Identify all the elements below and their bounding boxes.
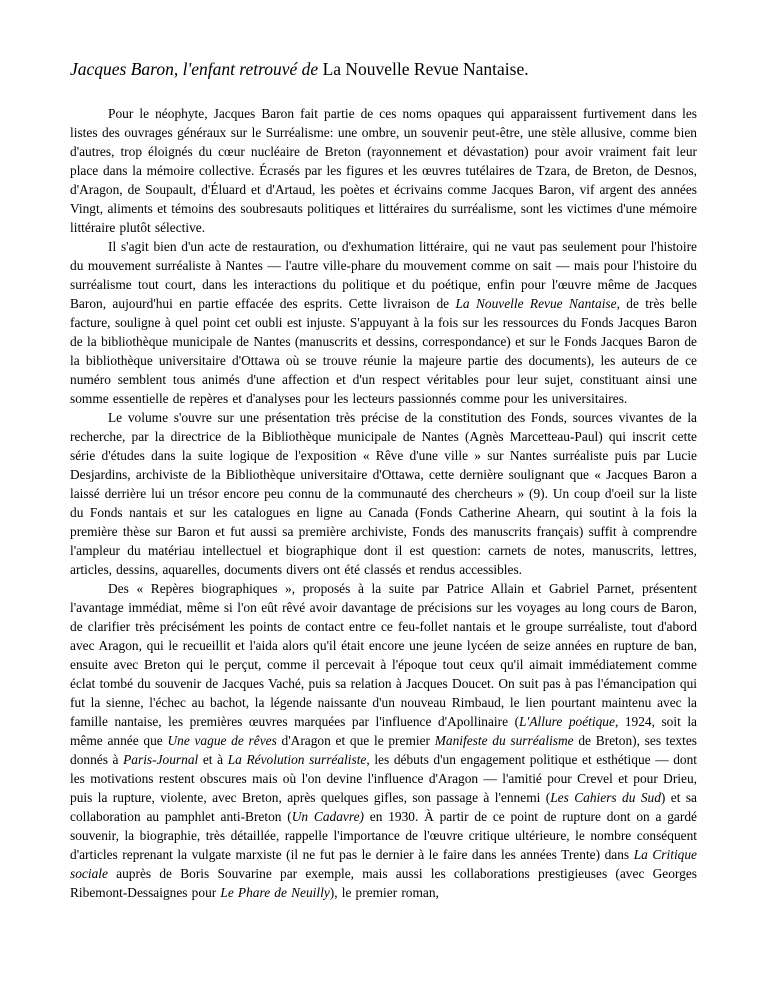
work-title-italic: L'Allure poétique <box>519 714 615 729</box>
text-run: d'Aragon et que le premier <box>276 733 435 748</box>
text-run: Pour le néophyte, Jacques Baron fait partie de ces noms opaques qui apparaissent furtivement dans les listes des ouvrages généraux sur le Surréalisme: une ombre, un souvenir peut-être, une stèle allusive, comme bien d'autres, trop éloignés du cœur nucléaire de Breton (rayonnement et dévastation) pour avoir vraiment fait leur place dans la mémoire collective. Écrasés par les figures et les œuvres tutélaires de Tzara, de Breton, de Desnos, d'Aragon, de Soupault, d'Éluard et d'Artaud, les poètes et écrivains comme Jacques Baron, vif argent des années Vingt, aliments et témoins des soubresauts politiques et littéraires du surréalisme, sont les victimes d'une mémoire littéraire plutôt sélective. <box>70 106 697 235</box>
paragraph-restauration <box>70 237 697 408</box>
text-run: et à <box>198 752 228 767</box>
work-title-italic: Les Cahiers du Sud <box>550 790 661 805</box>
work-title-italic: La Révolution surréaliste <box>227 752 367 767</box>
text-run: Il s'agit bien d'un acte de restauration, ou d'exhumation littéraire, qui ne vaut pas seulement pour l'histoire du mouvement surréaliste à Nantes — l'autre ville-phare du mouvement comme on sait — mais pour l'histoire du surréalisme tout court, dans les interactions du politique et du poétique, enfin pour l'œuvre même de Jacques Baron, aujourd'hui en partie effacée des esprits. Cette livraison de <box>70 239 697 311</box>
text-run: , 1924, soit la même année que <box>70 714 697 748</box>
text-run: de Breton), ses textes donnés à <box>70 733 697 767</box>
work-title-italic: La Critique sociale <box>70 847 697 881</box>
work-title-italic: Le Phare de Neuilly <box>220 885 330 900</box>
text-run: ), le premier roman, <box>329 885 439 900</box>
text-run: ) et sa collaboration au pamphlet anti-Breton ( <box>70 790 697 824</box>
paragraph-fonds <box>70 408 697 579</box>
paragraph-reperes-biographiques <box>70 579 697 902</box>
work-title-italic: Une vague de rêves <box>167 733 277 748</box>
text-run: , de très belle facture, souligne à quel point cet oubli est injuste. S'appuyant à la fois sur les ressources du Fonds Jacques Baron de la bibliothèque municipale de Nantes (manuscrits et dessins, correspondance) et sur le Fonds Jacques Baron de la bibliothèque universitaire d'Ottawa où se trouve réunie la majeure partie des documents), les auteurs de ce numéro semblent tous animés d'une affection et d'un respect véritables pour leur sujet, constituant ainsi une somme essentielle de repères et d'analyses pour les lecteurs passionnés comme pour les universitaires. <box>70 296 697 406</box>
text-run: auprès de Boris Souvarine par exemple, mais aussi les collaborations prestigieuses (avec Georges Ribemont-Dessaignes pour <box>70 866 697 900</box>
text-run: , les débuts d'un engagement politique et esthétique — dont les motivations restent obscures mais où l'on devine l'influence d'Aragon — l'amitié pour Crevel et pour Drieu, puis la rupture, violente, avec Breton, après quelques gifles, son passage à l'ennemi ( <box>70 752 698 805</box>
work-title-italic: Manifeste du surréalisme <box>434 733 574 748</box>
text-run: en 1930. À partir de ce point de rupture dont on a gardé souvenir, la biographie, très détaillée, rappelle l'importance de l'œuvre critique ultérieure, le nombre conséquent d'articles reprenant la vulgate marxiste (il ne fut pas le dernier à le faire dans les années Trente) dans <box>70 809 697 862</box>
work-title-italic: Un Cadavre) <box>291 809 364 824</box>
work-title-italic: Jacques Baron, l'enfant retrouvé de <box>70 59 323 79</box>
text-run: Le volume s'ouvre sur une présentation très précise de la constitution des Fonds, sources vivantes de la recherche, par la directrice de la Bibliothèque municipale de Nantes (Agnès Marcetteau-Paul) qui inscrit cette série d'études dans la suite logique de l'exposition « Rêve d'une ville » sur Nantes surréaliste puis par Lucie Desjardins, archiviste de la Bibliothèque universitaire d'Ottawa, cette dernière soulignant que « Jacques Baron a laissé derrière lui un trésor encore peu connu de la communauté des chercheurs » (9). Un coup d'oeil sur la liste du Fonds nantais et sur les catalogues en ligne au Canada (Fonds Catherine Ahearn, qui soutint à la fois la première thèse sur Baron et fut aussi sa première archiviste, Fonds des manuscrits français) suffit à comprendre l'ampleur du matériau intellectuel et biographique dont il est question: carnets de notes, manuscrits, lettres, articles, dessins, aquarelles, documents divers ont été classés et rendus accessibles. <box>70 410 697 577</box>
work-title-italic: Paris-Journal <box>123 752 199 767</box>
paragraph-intro <box>70 104 697 237</box>
work-title-italic: La Nouvelle Revue Nantaise <box>455 296 617 311</box>
article-title <box>70 57 697 81</box>
text-run: La Nouvelle Revue Nantaise. <box>322 59 529 79</box>
text-run: Des « Repères biographiques », proposés à la suite par Patrice Allain et Gabriel Parnet, présentent l'avantage immédiat, même si l'on eût rêvé avoir davantage de précisions sur les voyages au long cours de Baron, de clarifier très précisément les points de contact entre ce feu-follet nantais et le groupe surréaliste, tout d'abord avec Aragon, qui le recueillit et l'aida alors qu'il était encore une jeune lycéen de seize années en rupture de ban, ensuite avec Breton qui le perçut, comme il percevait à l'époque tout ceux qu'il aimait immédiatement comme éclat tombé du souvenir de Jacques Vaché, puis sa relation à Jacques Doucet. On suit pas à pas l'émancipation qui fut la sienne, l'échec au bachot, la légende naissante d'un nouveau Rimbaud, le lien pourtant maintenu avec la famille nantaise, les premières œuvres marquées par l'influence d'Apollinaire ( <box>70 581 697 729</box>
article-body <box>70 104 697 902</box>
